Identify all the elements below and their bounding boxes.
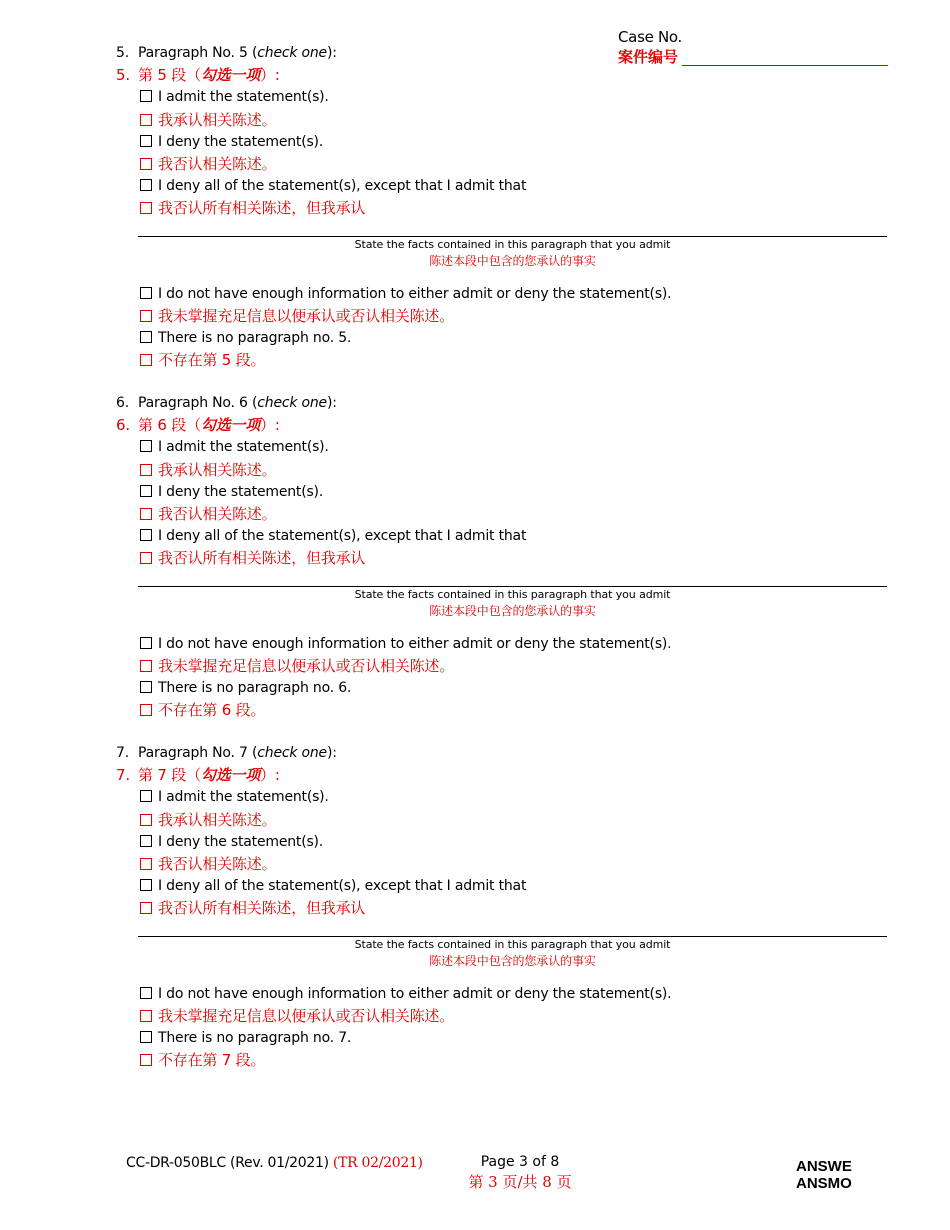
form-title-line-2: ANSMO [796, 1175, 852, 1192]
no-paragraph-zh-label: 不存在第 7 段。 [158, 1051, 266, 1070]
paragraph-6-section [116, 392, 888, 721]
checkbox-icon[interactable] [140, 158, 152, 170]
paragraph-number-zh: 7. [116, 766, 130, 785]
paragraph-title-zh-suffix: ）: [260, 766, 280, 785]
no-paragraph-label: There is no paragraph no. 7. [158, 1029, 352, 1046]
deny-except-zh-option[interactable] [116, 897, 888, 919]
deny-zh-option[interactable] [116, 853, 888, 875]
admit-zh-label: 我承认相关陈述。 [158, 460, 277, 479]
deny-label: I deny the statement(s). [158, 833, 324, 850]
checkbox-icon[interactable] [140, 179, 152, 191]
no-information-label: I do not have enough information to either admit or deny the statement(s). [158, 285, 672, 302]
checkbox-icon[interactable] [140, 704, 152, 716]
paragraph-title-instruction: check one [257, 745, 327, 761]
no-paragraph-option[interactable] [116, 677, 888, 699]
deny-zh-label: 我否认相关陈述。 [158, 504, 277, 523]
deny-label: I deny the statement(s). [158, 483, 324, 500]
deny-except-option[interactable] [116, 875, 888, 897]
paragraph-title-prefix: Paragraph No. 7 ( [138, 745, 258, 761]
page-number-en: Page 3 of 8 [480, 1154, 560, 1170]
paragraph-title-zh-prefix: 第 7 段（ [138, 766, 201, 785]
paragraph-title-zh-prefix: 第 6 段（ [138, 416, 201, 435]
paragraph-title-zh-suffix: ）: [260, 66, 280, 85]
admit-label: I admit the statement(s). [158, 789, 329, 806]
deny-except-option[interactable] [116, 175, 888, 197]
admit-option[interactable] [116, 786, 888, 808]
paragraph-title-zh-instruction: 勾选一项 [200, 416, 261, 435]
form-title-line-1: ANSWE [796, 1158, 852, 1175]
admitted-facts-caption-zh: 陈述本段中包含的您承认的事实 [429, 603, 596, 618]
checkbox-icon[interactable] [140, 637, 152, 649]
paragraph-title [116, 392, 888, 414]
admit-zh-label: 我承认相关陈述。 [158, 110, 277, 129]
no-information-zh-label: 我未掌握充足信息以便承认或否认相关陈述。 [158, 1006, 455, 1025]
checkbox-icon[interactable] [140, 114, 152, 126]
checkbox-icon[interactable] [140, 814, 152, 826]
no-information-option[interactable] [116, 983, 888, 1005]
paragraph-title-prefix: Paragraph No. 6 ( [138, 395, 258, 411]
paragraph-5-section [116, 42, 888, 371]
checkbox-icon[interactable] [140, 987, 152, 999]
paragraph-title-suffix: ): [326, 745, 337, 761]
checkbox-icon[interactable] [140, 464, 152, 476]
no-paragraph-zh-option[interactable] [116, 699, 888, 721]
admit-option[interactable] [116, 86, 888, 108]
checkbox-icon[interactable] [140, 879, 152, 891]
checkbox-icon[interactable] [140, 440, 152, 452]
checkbox-icon[interactable] [140, 1010, 152, 1022]
admit-label: I admit the statement(s). [158, 439, 329, 456]
no-information-zh-option[interactable] [116, 305, 888, 327]
deny-zh-option[interactable] [116, 153, 888, 175]
checkbox-icon[interactable] [140, 790, 152, 802]
checkbox-icon[interactable] [140, 1031, 152, 1043]
paragraph-title-instruction: check one [257, 395, 327, 411]
deny-zh-label: 我否认相关陈述。 [158, 154, 277, 173]
checkbox-icon[interactable] [140, 310, 152, 322]
no-paragraph-label: There is no paragraph no. 5. [158, 329, 352, 346]
checkbox-icon[interactable] [140, 529, 152, 541]
deny-zh-label: 我否认相关陈述。 [158, 854, 277, 873]
checkbox-icon[interactable] [140, 90, 152, 102]
checkbox-icon[interactable] [140, 135, 152, 147]
admitted-facts-caption-zh: 陈述本段中包含的您承认的事实 [429, 253, 596, 268]
admitted-facts-caption: State the facts contained in this paragraph that you admit [354, 937, 671, 951]
paragraph-number-zh: 6. [116, 416, 130, 435]
admitted-facts-caption: State the facts contained in this paragraph that you admit [354, 237, 671, 251]
paragraph-title-zh-prefix: 第 5 段（ [138, 66, 201, 85]
admit-zh-label: 我承认相关陈述。 [158, 810, 277, 829]
deny-except-zh-option[interactable] [116, 547, 888, 569]
no-paragraph-label: There is no paragraph no. 6. [158, 679, 352, 696]
deny-except-label: I deny all of the statement(s), except that I admit that [158, 878, 527, 895]
form-translation-revision: (TR 02/2021) [332, 1155, 423, 1171]
paragraph-title [116, 742, 888, 764]
checkbox-icon[interactable] [140, 485, 152, 497]
page-number [420, 1153, 620, 1193]
form-code: CC-DR-050BLC [126, 1155, 226, 1171]
admit-option[interactable] [116, 436, 888, 458]
form-title [796, 1158, 852, 1192]
checkbox-icon[interactable] [140, 1054, 152, 1066]
paragraph-title-zh-instruction: 勾选一项 [200, 66, 261, 85]
deny-option[interactable] [116, 131, 888, 153]
no-paragraph-zh-label: 不存在第 5 段。 [158, 351, 266, 370]
paragraph-number: 6. [116, 395, 129, 411]
paragraph-title-prefix: Paragraph No. 5 ( [138, 45, 258, 61]
deny-zh-option[interactable] [116, 503, 888, 525]
paragraph-title-suffix: ): [326, 395, 337, 411]
deny-except-zh-option[interactable] [116, 197, 888, 219]
checkbox-icon[interactable] [140, 902, 152, 914]
checkbox-icon[interactable] [140, 202, 152, 214]
paragraph-number-zh: 5. [116, 66, 130, 85]
checkbox-icon[interactable] [140, 331, 152, 343]
paragraph-title-zh [116, 414, 888, 436]
no-information-option[interactable] [116, 283, 888, 305]
deny-except-label: I deny all of the statement(s), except that I admit that [158, 528, 527, 545]
checkbox-icon[interactable] [140, 354, 152, 366]
no-information-zh-label: 我未掌握充足信息以便承认或否认相关陈述。 [158, 656, 455, 675]
deny-option[interactable] [116, 831, 888, 853]
paragraph-title-suffix: ): [326, 45, 337, 61]
admit-zh-option[interactable] [116, 109, 888, 131]
no-information-label: I do not have enough information to either admit or deny the statement(s). [158, 985, 672, 1002]
deny-except-option[interactable] [116, 525, 888, 547]
paragraph-title-zh-suffix: ）: [260, 416, 280, 435]
checkbox-icon[interactable] [140, 660, 152, 672]
page-number-zh: 第 3 页/共 8 页 [468, 1173, 572, 1191]
paragraph-title-zh [116, 764, 888, 786]
checkbox-icon[interactable] [140, 508, 152, 520]
checkbox-icon[interactable] [140, 681, 152, 693]
paragraph-7-section [116, 742, 888, 1071]
admit-label: I admit the statement(s). [158, 89, 329, 106]
no-paragraph-option[interactable] [116, 1027, 888, 1049]
no-information-zh-option[interactable] [116, 655, 888, 677]
no-information-option[interactable] [116, 633, 888, 655]
no-information-zh-option[interactable] [116, 1005, 888, 1027]
paragraph-title-instruction: check one [257, 45, 327, 61]
checkbox-icon[interactable] [140, 858, 152, 870]
admitted-facts-caption-zh: 陈述本段中包含的您承认的事实 [429, 953, 596, 968]
deny-except-zh-label: 我否认所有相关陈述，但我承认 [158, 549, 366, 568]
paragraph-title-zh [116, 64, 888, 86]
deny-except-zh-label: 我否认所有相关陈述，但我承认 [158, 199, 366, 218]
checkbox-icon[interactable] [140, 835, 152, 847]
form-revision: (Rev. 01/2021) [225, 1155, 333, 1171]
no-paragraph-zh-label: 不存在第 6 段。 [158, 701, 266, 720]
no-information-zh-label: 我未掌握充足信息以便承认或否认相关陈述。 [158, 306, 455, 325]
no-paragraph-option[interactable] [116, 327, 888, 349]
deny-except-label: I deny all of the statement(s), except that I admit that [158, 178, 527, 195]
admitted-facts-caption: State the facts contained in this paragraph that you admit [354, 587, 671, 601]
deny-option[interactable] [116, 481, 888, 503]
admit-zh-option[interactable] [116, 459, 888, 481]
paragraph-title-zh-instruction: 勾选一项 [200, 766, 261, 785]
form-id [126, 1155, 423, 1171]
paragraph-number: 5. [116, 45, 129, 61]
case-number-label-zh: 案件编号 [618, 48, 679, 66]
checkbox-icon[interactable] [140, 552, 152, 564]
paragraph-number: 7. [116, 745, 129, 761]
case-number-label: Case No. [618, 28, 682, 46]
deny-except-zh-label: 我否认所有相关陈述，但我承认 [158, 899, 366, 918]
checkbox-icon[interactable] [140, 287, 152, 299]
admit-zh-option[interactable] [116, 809, 888, 831]
no-paragraph-zh-option[interactable] [116, 1049, 888, 1071]
deny-label: I deny the statement(s). [158, 133, 324, 150]
no-paragraph-zh-option[interactable] [116, 349, 888, 371]
paragraph-title [116, 42, 888, 64]
no-information-label: I do not have enough information to either admit or deny the statement(s). [158, 635, 672, 652]
